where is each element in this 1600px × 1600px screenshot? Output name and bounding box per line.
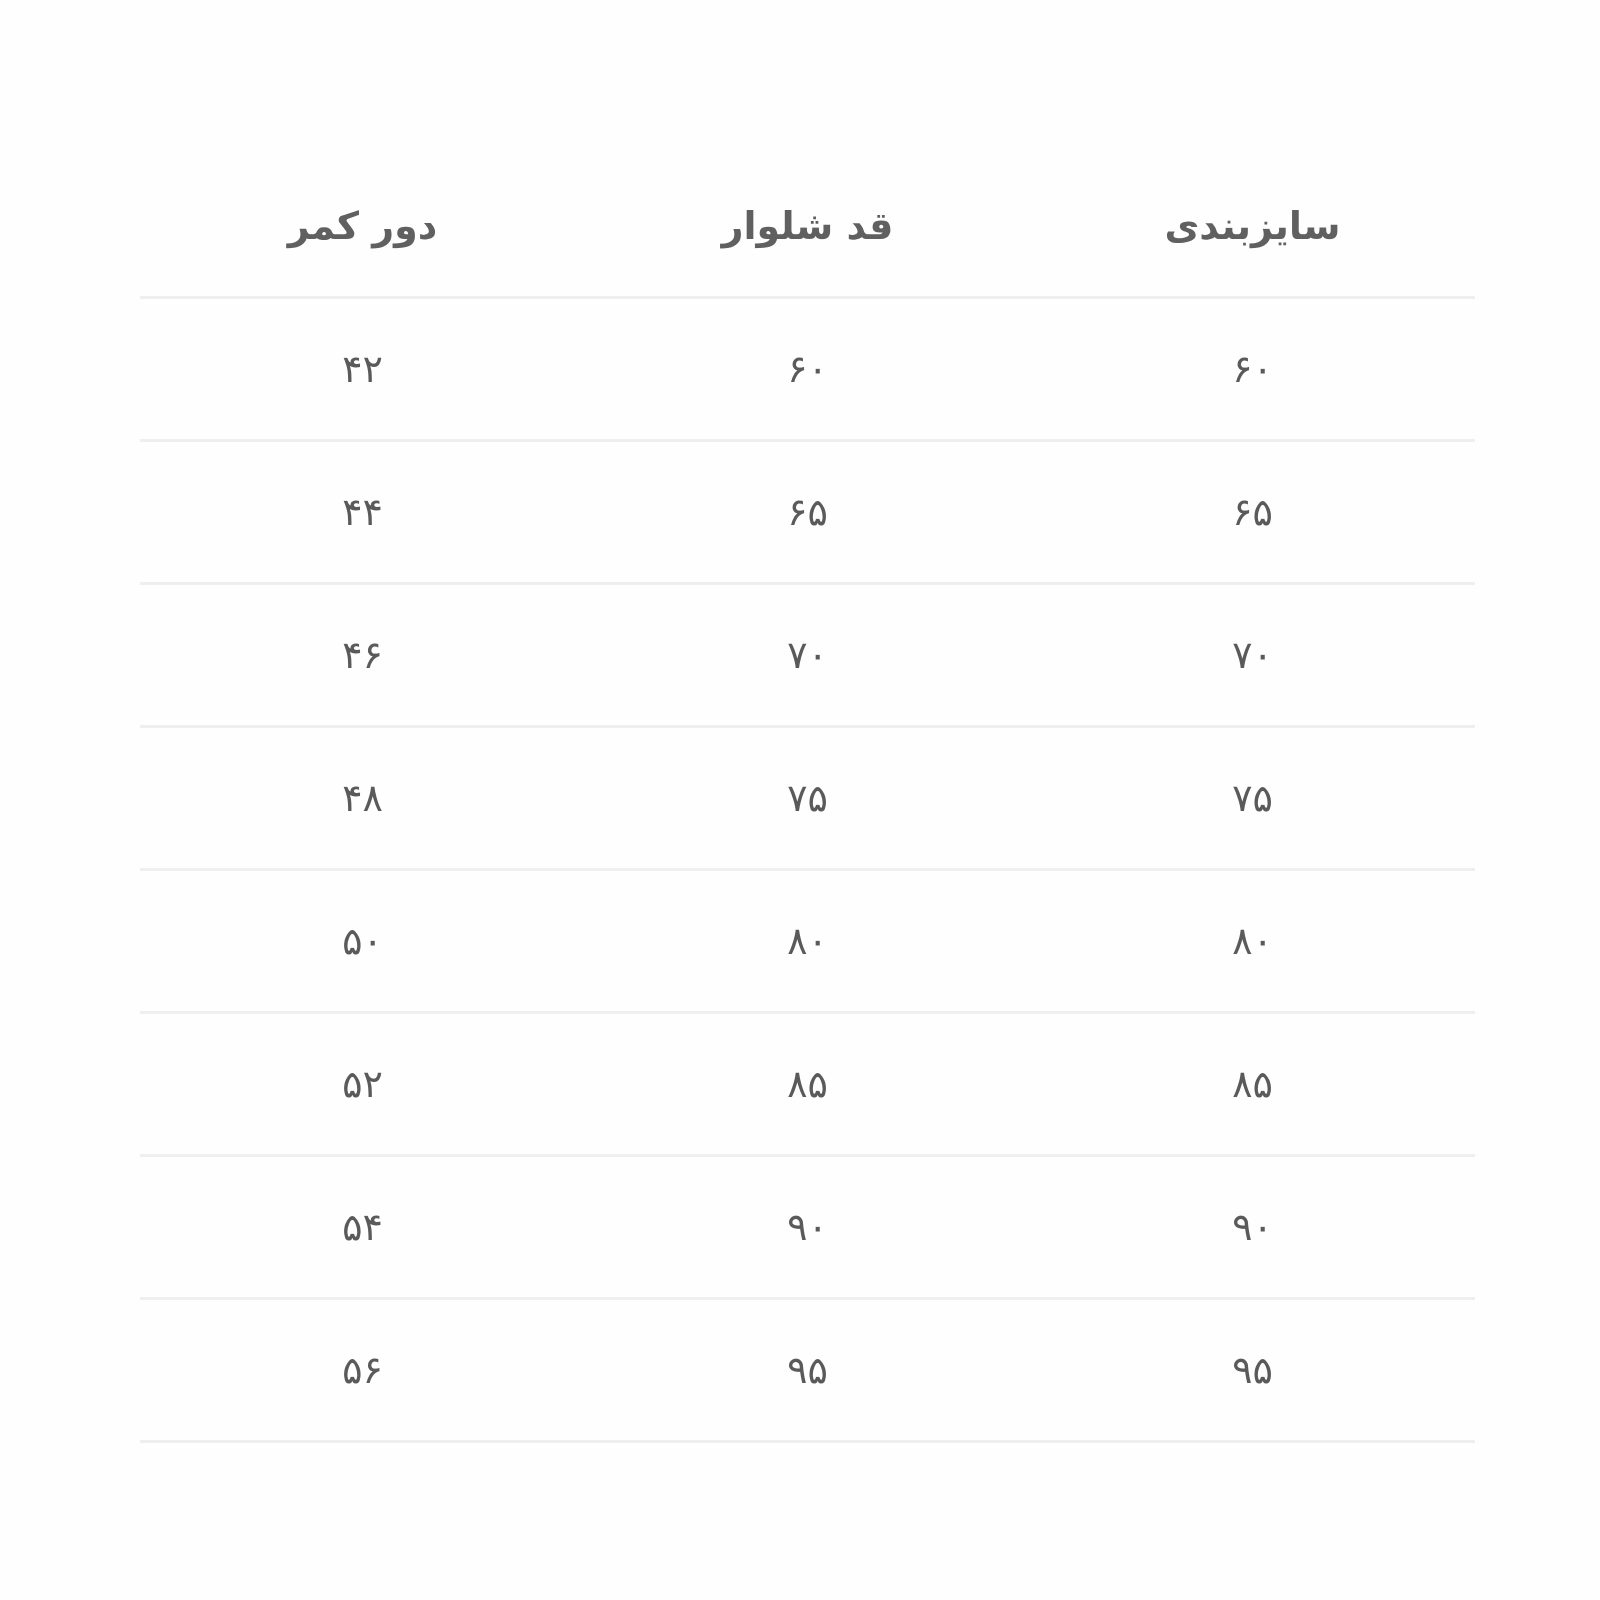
cell-pants-length: ۶۵: [585, 441, 1030, 584]
cell-waist: ۵۰: [140, 870, 585, 1013]
table-header: [140, 155, 1475, 298]
cell-pants-length: ۹۰: [585, 1156, 1030, 1299]
table-row: [140, 584, 1475, 727]
cell-size: ۹۵: [1030, 1299, 1475, 1442]
size-chart-table: [140, 155, 1475, 1443]
header-row: [140, 155, 1475, 298]
header-pants-length: قد شلوار: [585, 155, 1030, 298]
table-row: [140, 441, 1475, 584]
cell-waist: ۴۴: [140, 441, 585, 584]
cell-pants-length: ۸۰: [585, 870, 1030, 1013]
cell-waist: ۴۲: [140, 298, 585, 441]
table-body: [140, 298, 1475, 1442]
cell-waist: ۵۶: [140, 1299, 585, 1442]
cell-pants-length: ۷۵: [585, 727, 1030, 870]
table-row: [140, 298, 1475, 441]
table-row: [140, 1156, 1475, 1299]
cell-size: ۶۰: [1030, 298, 1475, 441]
table-row: [140, 1013, 1475, 1156]
table-row: [140, 870, 1475, 1013]
table-row: [140, 1299, 1475, 1442]
header-size: سایزبندی: [1030, 155, 1475, 298]
cell-waist: ۴۶: [140, 584, 585, 727]
cell-pants-length: ۹۵: [585, 1299, 1030, 1442]
cell-waist: ۵۴: [140, 1156, 585, 1299]
cell-size: ۶۵: [1030, 441, 1475, 584]
cell-pants-length: ۸۵: [585, 1013, 1030, 1156]
table-row: [140, 727, 1475, 870]
cell-waist: ۴۸: [140, 727, 585, 870]
cell-size: ۷۰: [1030, 584, 1475, 727]
cell-size: ۸۵: [1030, 1013, 1475, 1156]
cell-size: ۸۰: [1030, 870, 1475, 1013]
cell-waist: ۵۲: [140, 1013, 585, 1156]
header-waist: دور کمر: [140, 155, 585, 298]
cell-size: ۷۵: [1030, 727, 1475, 870]
cell-pants-length: ۷۰: [585, 584, 1030, 727]
cell-pants-length: ۶۰: [585, 298, 1030, 441]
cell-size: ۹۰: [1030, 1156, 1475, 1299]
